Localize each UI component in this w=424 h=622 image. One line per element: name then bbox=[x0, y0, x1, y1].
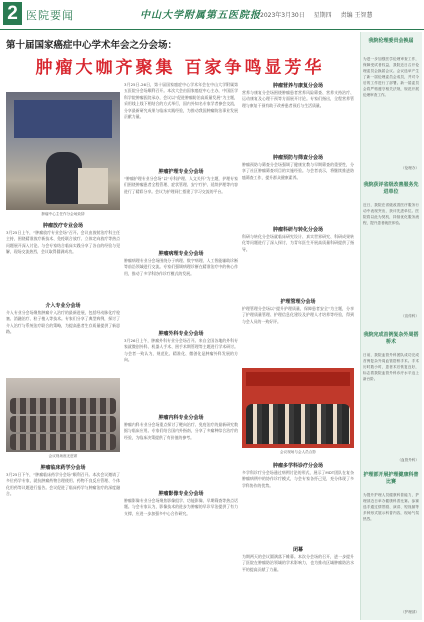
sidebar-item-text: 为提升护理人员健康科普能力，护理部近日举办健康科普比赛。参赛选手通过情景剧、演讲、短视频等多种形式展示科普内容，现场气氛热烈。 bbox=[363, 493, 419, 521]
session-title: 肿瘤放疗专业会场 bbox=[42, 223, 83, 229]
session-title: 肿瘤病理专业分会场 bbox=[158, 251, 204, 257]
session-title: 肿瘤护理专业分会场 bbox=[158, 169, 204, 175]
podium bbox=[78, 168, 108, 204]
session-title: 肿瘤影像专业分会场 bbox=[158, 491, 204, 497]
section-title: 医院要闻 bbox=[26, 9, 74, 22]
session-text: 肿瘤内科专业分会场重点探讨了靶向治疗、免疫治疗的最新研究数据与临床应用。专家们结合国内外指南，分享了多瘤种综合治疗的经验，为临床决策提供了有价值的参考。 bbox=[124, 422, 238, 440]
paper-name: 中山大学附属第五医院报 bbox=[140, 10, 261, 21]
session-title: 介入专业分会场 bbox=[45, 303, 81, 309]
session-text: 科研与转化分会场就临床研究设计、真实世界研究、科研成果转化等问题进行了深入探讨，为青年医生开展高质量科研提供了指导。 bbox=[242, 234, 354, 252]
session-text: 肿瘤病理专业分会场围绕分子病理、数字病理、人工智能辅助诊断等前沿领域进行交流。专家们强调病理诊断在精准治疗中的核心作用，推动了多学科协作诊疗模式的发展。 bbox=[124, 258, 238, 276]
session-title: 肿瘤营养与康复分会场 bbox=[272, 83, 323, 89]
session-title: 肿瘤临床药学分会场 bbox=[40, 465, 86, 471]
audience-row bbox=[10, 434, 116, 450]
sidebar-item-title: 护理部开展护理健康科普比赛 bbox=[363, 472, 419, 485]
sidebar-item-sign: （血管外科） bbox=[397, 458, 419, 462]
audience-photo-caption: 会议现场座无虚席 bbox=[48, 454, 78, 458]
issue-date: 2023年3月30日 bbox=[260, 12, 305, 19]
sidebar-item-sign: （护理部） bbox=[401, 610, 419, 614]
audience-row bbox=[10, 416, 116, 432]
sidebar-item-title: 我院伦理委员会换届 bbox=[368, 38, 414, 44]
session-text: 介入专业分会场聚焦肿瘤介入治疗的最新进展，包括经动脉化疗栓塞、消融治疗、粒子植入等技术。专家们分享了典型病例，探讨了介入治疗与系统治疗联合的策略，为提高患者生存质量提供了新思路。 bbox=[6, 310, 120, 335]
group-photo-crowd bbox=[246, 404, 350, 444]
article-kicker: 第十届国家癌症中心学术年会之分会场： bbox=[6, 40, 178, 51]
session-text: 肿瘤预防与筛查分会场强调了健康宣教与早期筛查的重要性，分享了社区肿瘤筛查项目的实施经验。与会者表示，将继续推进防癌筛查工作，提升群众健康素养。 bbox=[242, 162, 354, 180]
session-text: 3月26日上午，肿瘤外科专业分会场召开。来自全国各地的外科专家就微创外科、机器人手术、围手术期管理等主题进行学术研讨。与会者一致认为，规范化、精准化、微创化是肿瘤外科发展的方向。 bbox=[124, 338, 238, 363]
issue-editor: 责编 王智慧 bbox=[340, 12, 373, 19]
session-text: 肿瘤影像专业分会场聚焦影像组学、功能影像、早期筛查等热点话题。与会专家认为，影像技术的进步为肿瘤的早诊早治提供了有力支撑，应进一步加强多中心合作研究。 bbox=[124, 498, 238, 516]
issue-weekday: 星期四 bbox=[313, 12, 332, 19]
session-title: 肿瘤科研与转化分会场 bbox=[272, 227, 323, 233]
article-lead: 3月25日-26日，第十届国家癌症中心学术年会在中山大学附属第五医院分会场顺利召开。本次大会由国家癌症中心主办，中国医学科学院肿瘤医院承办，会议以“促进肿瘤防治高质量发展”为主题，采用线上线下相结合的方式举行，国内外知名专家学者参会交流，分享最新研究成果与临床实践经验，为推动我国肿瘤防治事业发展贡献力量。 bbox=[124, 82, 238, 120]
session-title: 肿瘤内科专业分会场 bbox=[158, 415, 204, 421]
sidebar-item-text: 为进一步加强医学伦理审查工作，保障受试者权益，我院近日召开伦理委员会换届会议。会议选举产生了新一届伦理委员会成员，并对今后的工作进行了部署。新一届委员会将严格遵守相关法规，规范开展伦理审查工作。 bbox=[363, 57, 419, 97]
group-photo-banner bbox=[246, 372, 350, 386]
article-headline: 肿瘤大咖齐聚集 百家争鸣显芳华 bbox=[35, 58, 325, 78]
sidebar-item-text: 近日，我院在省级改善医疗服务行动中表现突出，获评先进单位。医院将以此为契机，持续优化服务流程，提升患者就医体验。 bbox=[363, 203, 419, 225]
session-text: 多学科诊疗分会场通过病例讨论的形式，展示了MDT团队在复杂肿瘤病例中的协作诊疗模式，与会专家各抒己见，充分体现了多学科协作的优势。 bbox=[242, 470, 354, 488]
sidebar-item-title: 我院完成首例复杂外周搭桥术 bbox=[363, 332, 419, 345]
speaker-photo bbox=[6, 92, 120, 210]
session-title: 闭幕 bbox=[292, 547, 303, 553]
sidebar-item-text: 日前，我院血管外科团队成功完成首例复杂外周血管搭桥手术。手术历时数小时，患者术后恢复良好，标志着我院血管外科诊疗水平迈上新台阶。 bbox=[363, 353, 419, 381]
audience-photo bbox=[6, 378, 120, 452]
session-title: 肿瘤外科专业分会场 bbox=[158, 331, 204, 337]
session-text: 3月25日下午，“肿瘤临床药学分会场”顺利召开。本次会议邀请了多位药学专家，就抗肿瘤药物合理使用、药物不良反应管理、个体化用药等议题进行报告。会议促进了临床药学与肿瘤治疗的深度融合。 bbox=[6, 472, 120, 497]
session-text: 3月25日上午，“肿瘤放疗专业会场”召开。会议由放射治疗科主任主持，围绕精准放疗新技术、免疫联合放疗、立体定向放疗等热点问题展开深入讨论。与会专家结合临床实践分享了各自的经验与见解，现场交流热烈，会议取得圆满成功。 bbox=[6, 230, 120, 255]
speaker-figure bbox=[46, 152, 82, 204]
speaker-photo-caption: 肿瘤中心主任作分会场致辞 bbox=[41, 212, 85, 216]
audience-row bbox=[10, 398, 116, 414]
page-number: 2 bbox=[3, 2, 22, 25]
session-title: 护理管理分会场 bbox=[280, 299, 316, 305]
sidebar-item-sign: （伦理办） bbox=[401, 166, 419, 170]
sidebar-item-sign: （宣传科） bbox=[401, 314, 419, 318]
group-photo-caption: 会议现场与会人员合影 bbox=[280, 450, 316, 454]
session-title: 肿瘤预防与筛查分会场 bbox=[272, 155, 323, 161]
presentation-screen bbox=[14, 100, 112, 138]
session-text: 护理管理分会场以“提升护理质量，保障患者安全”为主题，分享了护理质量管理、护理信息化建设及护理人才培养等经验，得到与会人员的一致好评。 bbox=[242, 306, 354, 324]
session-text: 营养与康复分会场围绕肿瘤患者营养风险筛查、营养支持治疗、运动康复及心理干预等方面展开讨论。专家们指出，全程营养管理与康复干预有助于改善患者预后与生活质量。 bbox=[242, 90, 354, 108]
session-text: “肿瘤护理专业分会场”以“专科护理、人文关怀”为主题，护理专家们围绕肿瘤患者全程管理、症状管理、安宁疗护、延续护理等内容进行了精彩分享。会议为护理同仁搭建了学习交流的平台。 bbox=[124, 176, 238, 194]
sidebar-item-title: 我院获评省级改善服务先进单位 bbox=[363, 182, 419, 195]
issue-meta bbox=[260, 10, 380, 19]
session-text: 为期两天的会议圆满落下帷幕。本次分会场的召开，进一步提升了医院在肿瘤防治领域的学术影响力，也为推动区域肿瘤防治水平的提高贡献了力量。 bbox=[242, 554, 354, 572]
group-photo bbox=[242, 368, 354, 448]
session-title: 肿瘤多学科诊疗分会场 bbox=[272, 463, 323, 469]
